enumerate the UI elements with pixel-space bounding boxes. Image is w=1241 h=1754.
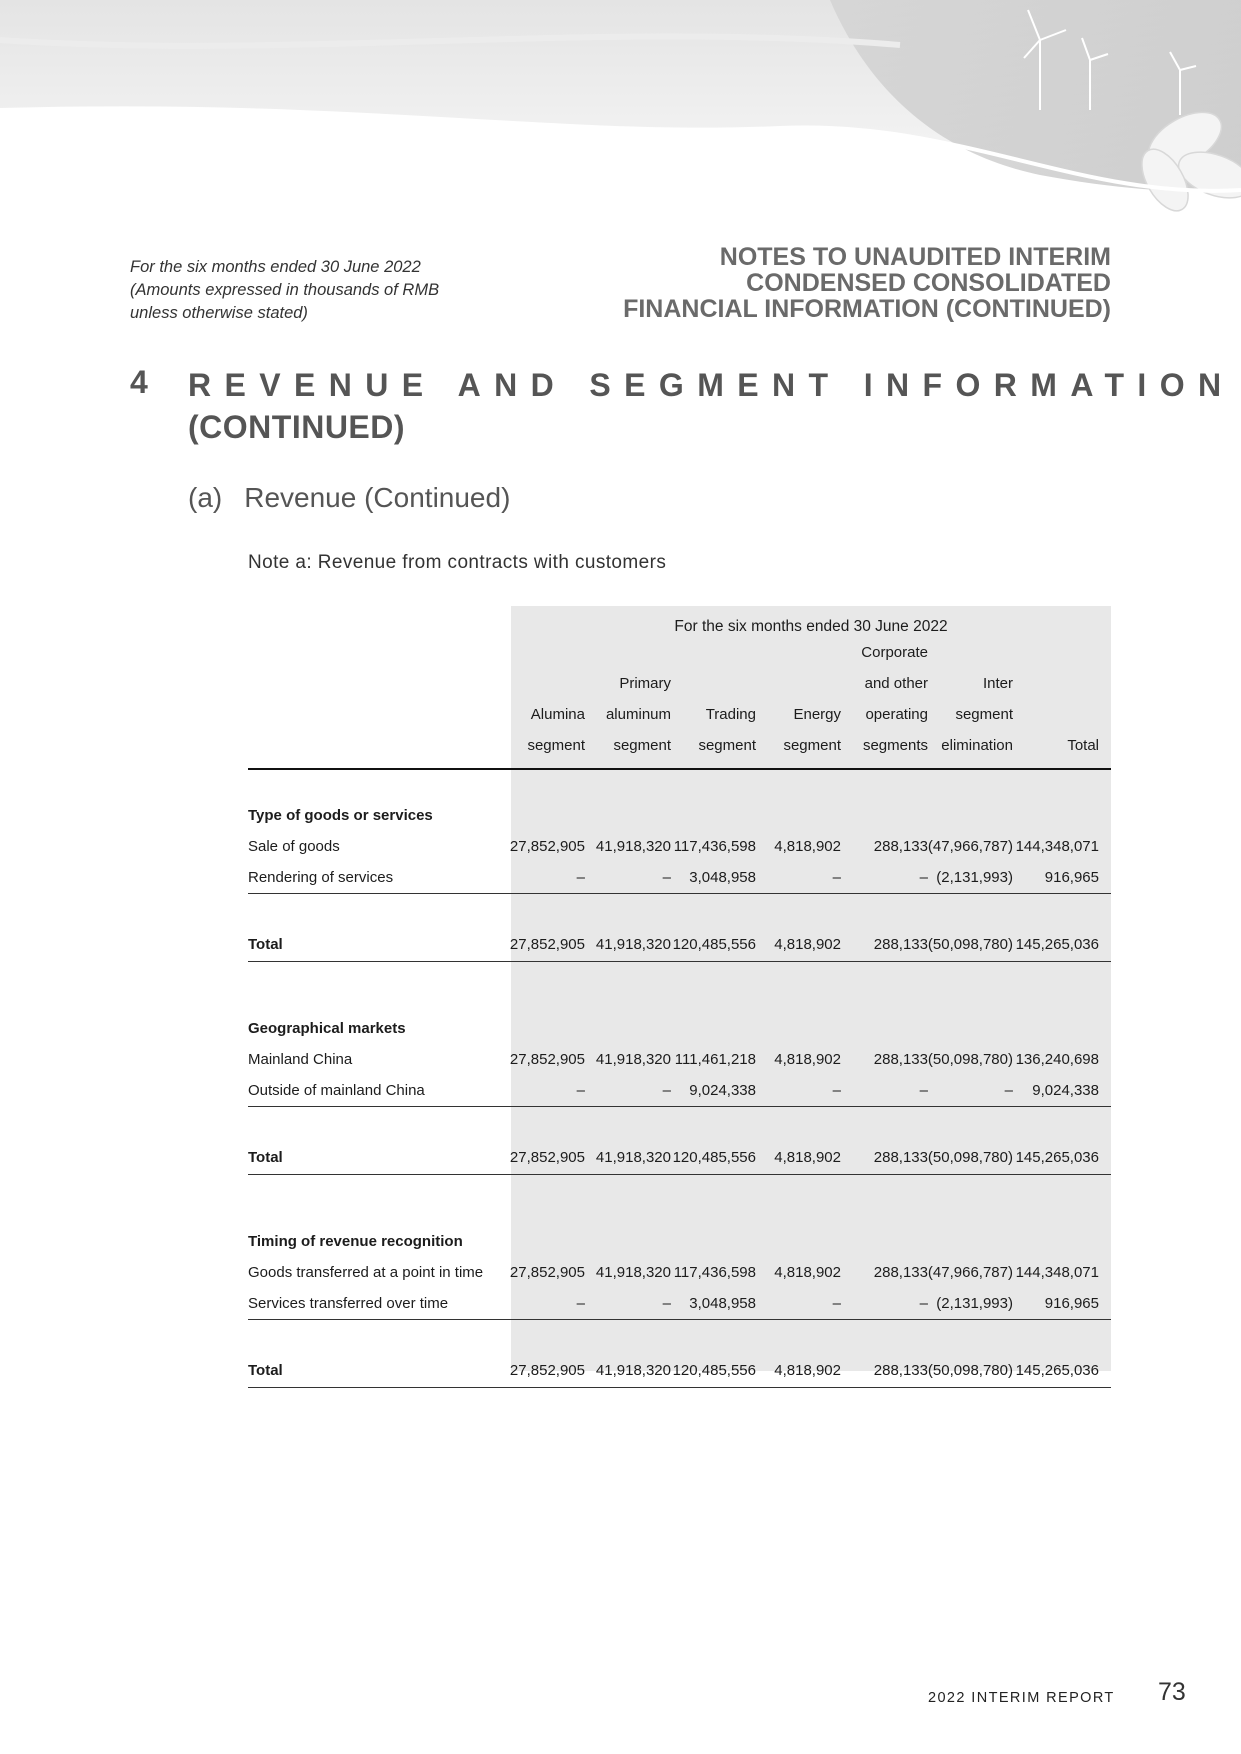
value-cell: 4,818,902 — [774, 936, 841, 953]
row-label: Geographical markets — [248, 1020, 406, 1037]
row-label: Services transferred over time — [248, 1295, 449, 1312]
value-cell: 27,852,905 — [509, 1264, 585, 1281]
column-header-line — [761, 606, 841, 637]
section-title-line1: REVENUE AND SEGMENT INFORMATION — [188, 367, 1235, 403]
value-cell: – — [662, 1082, 671, 1099]
value-cell: 4,818,902 — [774, 1362, 841, 1379]
period-note — [130, 256, 490, 325]
column-header-line: Trading — [705, 706, 756, 723]
value-cell: – — [662, 1295, 671, 1312]
value-cell: – — [1004, 1082, 1013, 1099]
column-header-line: elimination — [941, 737, 1013, 754]
value-cell: 41,918,320 — [595, 1362, 671, 1379]
table-rule — [248, 1106, 1111, 1107]
total-row — [248, 1144, 1111, 1172]
column-header — [1019, 606, 1099, 761]
value-cell: 27,852,905 — [509, 838, 585, 855]
value-cell: 288,133 — [873, 1149, 928, 1166]
notes-title-line: FINANCIAL INFORMATION (CONTINUED) — [623, 295, 1111, 323]
value-cell: – — [832, 1082, 841, 1099]
column-header-line — [761, 668, 841, 699]
column-header-line: Alumina — [530, 706, 585, 723]
column-header-line: segment — [698, 737, 756, 754]
column-header — [505, 606, 585, 761]
column-header-line — [933, 606, 1013, 637]
column-header — [761, 606, 841, 761]
column-header-line — [761, 637, 841, 668]
value-cell: 288,133 — [873, 838, 928, 855]
column-header-line — [676, 606, 756, 637]
column-header-line — [676, 668, 756, 699]
value-cell: (2,131,993) — [936, 869, 1013, 886]
row-label: Type of goods or services — [248, 807, 433, 824]
column-header-line: segment — [955, 706, 1013, 723]
column-header-line: Primary — [619, 675, 671, 692]
column-header-line: aluminum — [605, 706, 671, 723]
value-cell: 41,918,320 — [595, 1051, 671, 1068]
value-cell: 120,485,556 — [672, 1149, 756, 1166]
period-note-line: (Amounts expressed in thousands of RMB — [130, 281, 440, 299]
column-header-line — [676, 637, 756, 668]
value-cell: 144,348,071 — [1015, 1264, 1099, 1281]
period-note-line: unless otherwise stated) — [130, 304, 308, 322]
value-cell: 27,852,905 — [509, 1051, 585, 1068]
row-label: Total — [248, 936, 283, 953]
section-title-line2: (CONTINUED) — [188, 409, 406, 445]
value-cell: 120,485,556 — [672, 936, 756, 953]
column-header-line: Inter — [982, 675, 1013, 692]
table-row — [248, 1077, 1111, 1105]
column-header-line — [505, 606, 585, 637]
value-cell: – — [919, 1295, 928, 1312]
value-cell: (2,131,993) — [936, 1295, 1013, 1312]
page-number: 73 — [1158, 1678, 1186, 1706]
table-rule — [248, 1174, 1111, 1175]
value-cell: – — [919, 869, 928, 886]
row-label: Mainland China — [248, 1051, 353, 1068]
table-row — [248, 864, 1111, 892]
value-cell: – — [576, 869, 585, 886]
column-header-line: Corporate — [861, 644, 928, 661]
row-label: Timing of revenue recognition — [248, 1233, 463, 1250]
row-label: Rendering of services — [248, 869, 394, 886]
section-title — [188, 364, 1235, 448]
value-cell: 288,133 — [873, 936, 928, 953]
table-rule — [248, 1387, 1111, 1388]
subsection-heading — [188, 482, 510, 514]
value-cell: 136,240,698 — [1015, 1051, 1099, 1068]
value-cell: 4,818,902 — [774, 1149, 841, 1166]
column-header-line — [505, 637, 585, 668]
column-header-line: segment — [613, 737, 671, 754]
value-cell: – — [832, 1295, 841, 1312]
value-cell: 4,818,902 — [774, 838, 841, 855]
row-label: Total — [248, 1362, 283, 1379]
subsection-label: (a) — [188, 482, 223, 513]
column-header-line — [591, 606, 671, 637]
row-label: Outside of mainland China — [248, 1082, 425, 1099]
value-cell: 144,348,071 — [1015, 838, 1099, 855]
total-row — [248, 1357, 1111, 1385]
value-cell: 27,852,905 — [509, 1149, 585, 1166]
column-header-line: segment — [527, 737, 585, 754]
group-title-row — [248, 1228, 1111, 1256]
notes-title — [623, 244, 1111, 322]
value-cell: 916,965 — [1044, 869, 1099, 886]
table-rule — [248, 961, 1111, 962]
value-cell: 27,852,905 — [509, 1362, 585, 1379]
column-header-line — [505, 668, 585, 699]
column-header-line — [591, 637, 671, 668]
column-header-line: and other — [864, 675, 928, 692]
value-cell: 9,024,338 — [689, 1082, 756, 1099]
column-header — [676, 606, 756, 761]
value-cell: – — [576, 1295, 585, 1312]
footer-report-title: 2022 INTERIM REPORT — [928, 1690, 1115, 1706]
column-header-line: segment — [783, 737, 841, 754]
table-period-header: For the six months ended 30 June 2022 — [674, 618, 948, 635]
value-cell: 916,965 — [1044, 1295, 1099, 1312]
column-header — [933, 606, 1013, 761]
table-rule — [248, 1319, 1111, 1320]
value-cell: (50,098,780) — [927, 936, 1013, 953]
value-cell: 41,918,320 — [595, 1264, 671, 1281]
notes-title-line: NOTES TO UNAUDITED INTERIM — [719, 243, 1111, 271]
value-cell: – — [832, 869, 841, 886]
period-note-line: For the six months ended 30 June 2022 — [130, 258, 421, 276]
value-cell: 4,818,902 — [774, 1051, 841, 1068]
note-label: Note a: Revenue from contracts with customers — [248, 552, 667, 573]
header-rule — [248, 768, 1111, 770]
row-label: Sale of goods — [248, 838, 340, 855]
header-banner-image — [0, 0, 1241, 230]
column-header-line: segments — [862, 737, 928, 754]
value-cell: (50,098,780) — [927, 1051, 1013, 1068]
column-header-line — [1019, 637, 1099, 668]
section-number: 4 — [130, 364, 148, 400]
value-cell: 117,436,598 — [673, 1264, 756, 1281]
value-cell: (47,966,787) — [927, 838, 1013, 855]
column-header-line: Energy — [793, 706, 841, 723]
value-cell: 41,918,320 — [595, 1149, 671, 1166]
column-header — [848, 606, 928, 761]
value-cell: (50,098,780) — [927, 1149, 1013, 1166]
table-row — [248, 1046, 1111, 1074]
value-cell: (50,098,780) — [927, 1362, 1013, 1379]
column-header-line: Total — [1067, 737, 1099, 754]
column-header-line — [1019, 699, 1099, 730]
value-cell: 288,133 — [873, 1264, 928, 1281]
table-rule — [248, 893, 1111, 894]
column-header-line — [848, 606, 928, 637]
table-row — [248, 1259, 1111, 1287]
value-cell: 3,048,958 — [689, 869, 756, 886]
column-header — [591, 606, 671, 761]
value-cell: 120,485,556 — [672, 1362, 756, 1379]
value-cell: 288,133 — [873, 1362, 928, 1379]
column-header-line — [1019, 668, 1099, 699]
row-label: Total — [248, 1149, 283, 1166]
value-cell: – — [576, 1082, 585, 1099]
column-header-line — [1019, 606, 1099, 637]
value-cell: 9,024,338 — [1032, 1082, 1099, 1099]
value-cell: – — [919, 1082, 928, 1099]
value-cell: 288,133 — [873, 1051, 928, 1068]
notes-title-line: CONDENSED CONSOLIDATED — [746, 269, 1111, 297]
value-cell: 41,918,320 — [595, 936, 671, 953]
value-cell: 41,918,320 — [595, 838, 671, 855]
total-row — [248, 931, 1111, 959]
value-cell: 145,265,036 — [1015, 1362, 1099, 1379]
value-cell: 27,852,905 — [509, 936, 585, 953]
value-cell: 4,818,902 — [774, 1264, 841, 1281]
value-cell: 3,048,958 — [689, 1295, 756, 1312]
value-cell: – — [662, 869, 671, 886]
table-row — [248, 1290, 1111, 1318]
value-cell: 111,461,218 — [674, 1051, 756, 1068]
value-cell: (47,966,787) — [927, 1264, 1013, 1281]
value-cell: 145,265,036 — [1015, 1149, 1099, 1166]
value-cell: 145,265,036 — [1015, 936, 1099, 953]
table-row — [248, 833, 1111, 861]
row-label: Goods transferred at a point in time — [248, 1264, 484, 1281]
group-title-row — [248, 1015, 1111, 1043]
column-header-line: operating — [865, 706, 928, 723]
subsection-title: Revenue (Continued) — [244, 482, 511, 513]
group-title-row — [248, 802, 1111, 830]
value-cell: 117,436,598 — [673, 838, 756, 855]
column-header-line — [933, 637, 1013, 668]
